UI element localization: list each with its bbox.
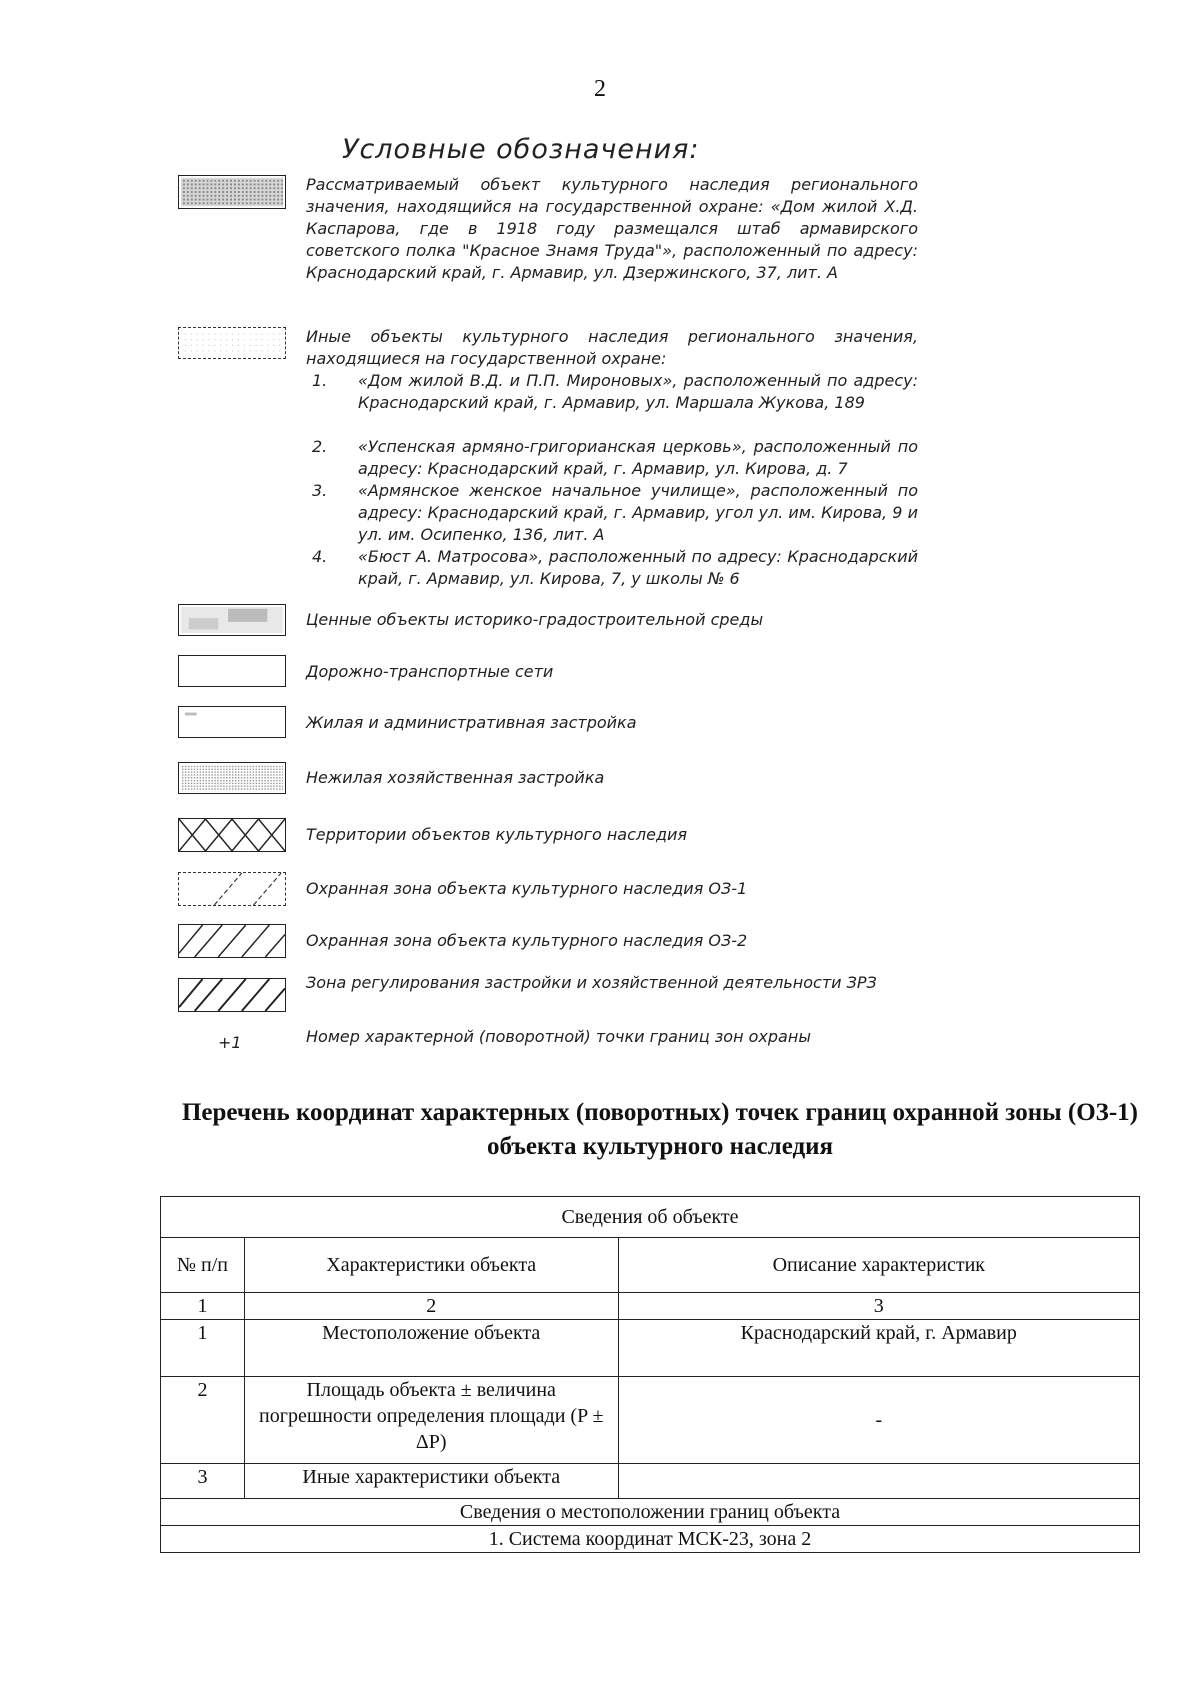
legend-territories: Территории объектов культурного наследия <box>306 825 688 844</box>
cell-no: 3 <box>161 1464 245 1499</box>
table-row <box>161 1526 1140 1553</box>
cell-characteristic: Площадь объекта ± величина погрешности определения площади (P ± ΔP) <box>244 1377 618 1464</box>
zrz-swatch <box>178 978 286 1012</box>
item-text: «Дом жилой В.Д. и П.П. Мироновых», расположенный по адресу: Краснодарский край, г. Армавир, ул. Маршала Жукова, 189 <box>358 371 918 412</box>
cell-description: - <box>618 1377 1139 1464</box>
column-number: 1 <box>161 1293 245 1320</box>
table-row <box>161 1464 1140 1499</box>
oz1-swatch <box>178 872 286 906</box>
item-number: 2. <box>312 437 328 456</box>
residential-swatch <box>178 706 286 738</box>
header-no: № п/п <box>161 1238 245 1293</box>
table-row <box>161 1197 1140 1238</box>
item-text: «Армянское женское начальное училище», расположенный по адресу: Краснодарский край, г. Армавир, угол ул. им. Кирова, 9 и ул. им. Осипенко, 136, лит. А <box>358 481 918 544</box>
header-description: Описание характеристик <box>618 1238 1139 1293</box>
valuable-objects-swatch <box>178 604 286 636</box>
roads-swatch <box>178 655 286 687</box>
legend-non-residential: Нежилая хозяйственная застройка <box>306 768 605 787</box>
cell-characteristic: Местоположение объекта <box>244 1320 618 1377</box>
item-number: 1. <box>312 371 328 390</box>
point-number-symbol: +1 <box>218 1033 242 1052</box>
item-number: 4. <box>312 547 328 566</box>
object-info-table <box>160 1196 1140 1553</box>
main-object-swatch <box>178 175 286 209</box>
legend-title: Условные обозначения: <box>342 134 700 165</box>
other-objects-swatch <box>178 327 286 359</box>
non-residential-swatch <box>178 762 286 794</box>
table-row <box>161 1377 1140 1464</box>
column-number: 3 <box>618 1293 1139 1320</box>
cell-description: Краснодарский край, г. Армавир <box>618 1320 1139 1377</box>
item-text: «Успенская армяно-григорианская церковь», расположенный по адресу: Краснодарский край, г. Армавир, ул. Кирова, д. 7 <box>358 437 918 478</box>
legend-other-objects-intro: Иные объекты культурного наследия регионального значения, находящиеся на государственной охране: <box>306 327 918 368</box>
legend-valuable: Ценные объекты историко-градостроительной среды <box>306 610 764 629</box>
table-title: Сведения об объекте <box>161 1197 1140 1238</box>
item-number: 3. <box>312 481 328 500</box>
legend-point: Номер характерной (поворотной) точки границ зон охраны <box>306 1027 811 1046</box>
table-caption: Перечень координат характерных (поворотных) точек границ охранной зоны (ОЗ-1) объекта культурного наследия <box>181 1099 1138 1160</box>
table-row <box>161 1293 1140 1320</box>
legend-oz2: Охранная зона объекта культурного наследия ОЗ-2 <box>306 931 748 950</box>
coordinate-system: 1. Система координат МСК-23, зона 2 <box>161 1526 1140 1553</box>
legend-residential: Жилая и административная застройка <box>306 713 637 732</box>
cell-characteristic: Иные характеристики объекта <box>244 1464 618 1499</box>
oz2-swatch <box>178 924 286 958</box>
section-header: Сведения о местоположении границ объекта <box>161 1499 1140 1526</box>
cell-description <box>618 1464 1139 1499</box>
page-number: 2 <box>594 76 606 102</box>
header-characteristics: Характеристики объекта <box>244 1238 618 1293</box>
legend-roads: Дорожно-транспортные сети <box>306 662 554 681</box>
table-row <box>161 1499 1140 1526</box>
table-row <box>161 1320 1140 1377</box>
legend-zrz: Зона регулирования застройки и хозяйственной деятельности ЗРЗ <box>306 973 877 992</box>
cell-no: 2 <box>161 1377 245 1464</box>
cell-no: 1 <box>161 1320 245 1377</box>
legend-oz1: Охранная зона объекта культурного наследия ОЗ-1 <box>306 879 748 898</box>
item-text: «Бюст А. Матросова», расположенный по адресу: Краснодарский край, г. Армавир, ул. Кирова, 7, у школы № 6 <box>358 547 918 588</box>
legend-main-object: Рассматриваемый объект культурного наследия регионального значения, находящийся на государственной охране: «Дом жилой Х.Д. Каспарова, где в 1918 году размещался штаб армавирского советского полка "Красное Знамя Труда"», расположенный по адресу: Краснодарский край, г. Армавир, ул. Дзержинского, 37, лит. А <box>306 175 918 282</box>
column-number: 2 <box>244 1293 618 1320</box>
territories-swatch <box>178 818 286 852</box>
table-row <box>161 1238 1140 1293</box>
